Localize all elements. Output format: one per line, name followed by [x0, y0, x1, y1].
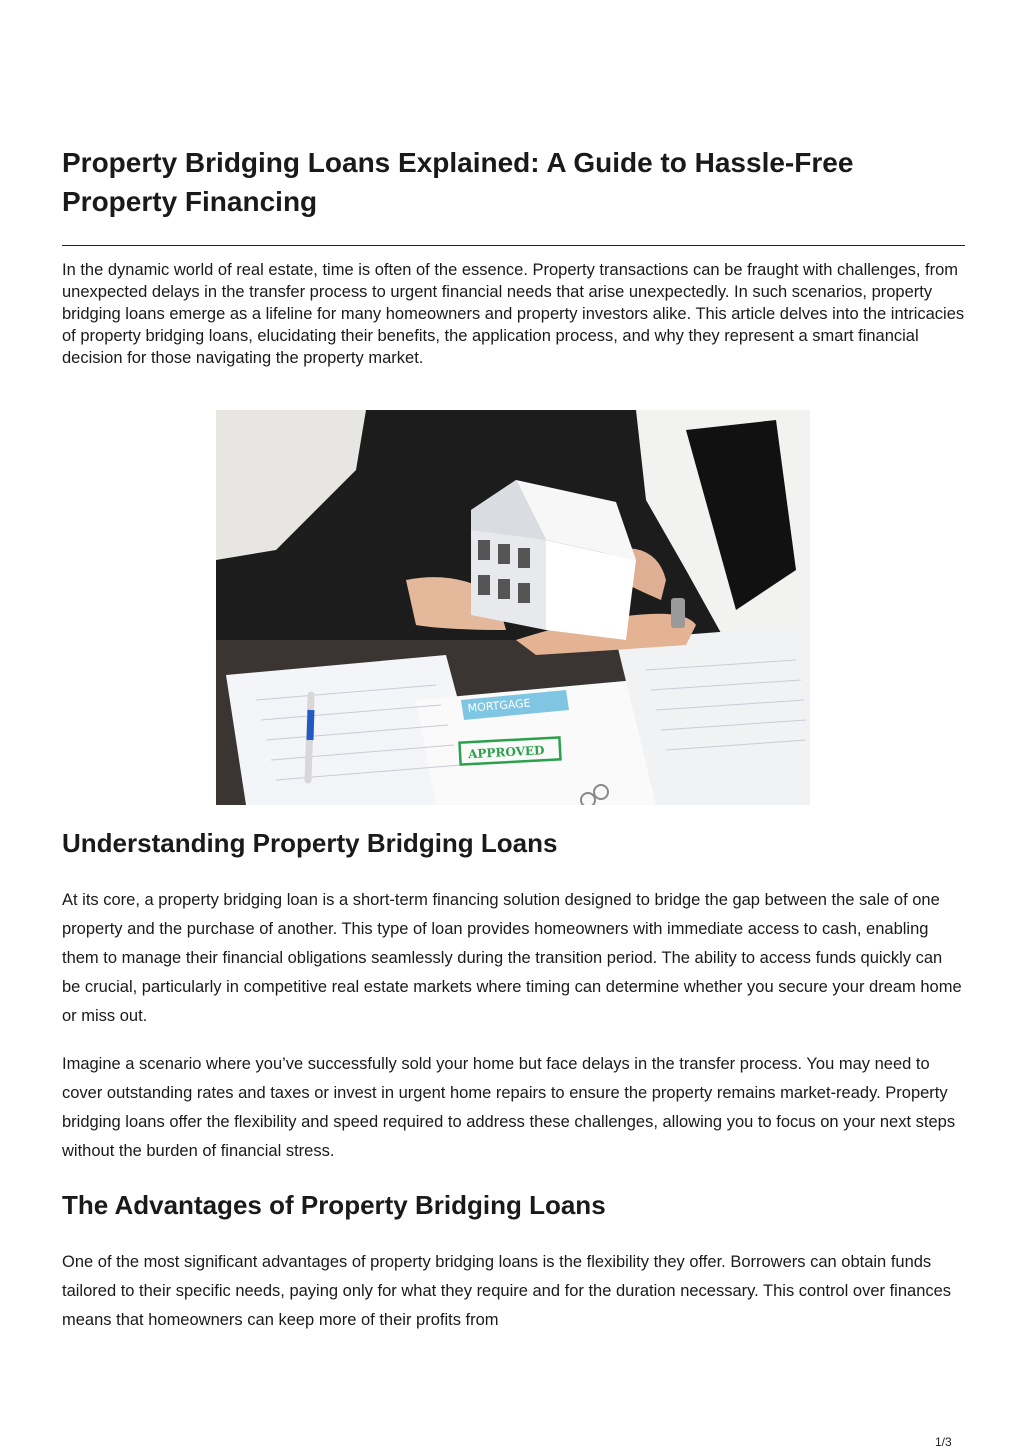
title-divider: [62, 245, 965, 246]
section-heading-advantages: The Advantages of Property Bridging Loans: [62, 1190, 606, 1220]
house-model-photo: [216, 410, 810, 805]
intro-paragraph: In the dynamic world of real estate, time is often of the essence. Property transactions can be fraught with challenges, from unexpected delays in the transfer process to urgent financial needs that arise unexpectedly. In such scenarios, property bridging loans emerge as a lifeline for many homeowners and property investors alike. This article delves into the intricacies of property bridging loans, elucidating their benefits, the application process, and why they represent a smart financial decision for those navigating the property market.: [62, 261, 965, 367]
page-number: 1/3: [935, 1435, 952, 1449]
section-paragraph: One of the most significant advantages of property bridging loans is the flexibility they offer. Borrowers can obtain funds tailored to their specific needs, paying only for what they require and for the duration necessary. This control over finances means that homeowners can keep more of their profits from: [62, 1253, 952, 1329]
section-heading-understanding: Understanding Property Bridging Loans: [62, 828, 558, 858]
approved-stamp: APPROVED: [467, 743, 545, 762]
section-paragraph: Imagine a scenario where you’ve successfully sold your home but face delays in the transfer process. You may need to cover outstanding rates and taxes or invest in urgent home repairs to ensure the property remains market-ready. Property bridging loans offer the flexibility and speed required to address these challenges, allowing you to focus on your next steps without the burden of financial stress.: [62, 1055, 956, 1160]
page-title: Property Bridging Loans Explained: A Guide to Hassle-Free Property Financing: [62, 147, 854, 217]
section-paragraph: At its core, a property bridging loan is a short-term financing solution designed to bridge the gap between the sale of one property and the purchase of another. This type of loan provides homeowners with immediate access to cash, enabling them to manage their financial obligations seamlessly during the transition period. The ability to access funds quickly can be crucial, particularly in competitive real estate markets where timing can determine whether you secure your dream home or miss out.: [62, 891, 962, 1025]
mortgage-label: MORTGAGE: [467, 696, 532, 715]
